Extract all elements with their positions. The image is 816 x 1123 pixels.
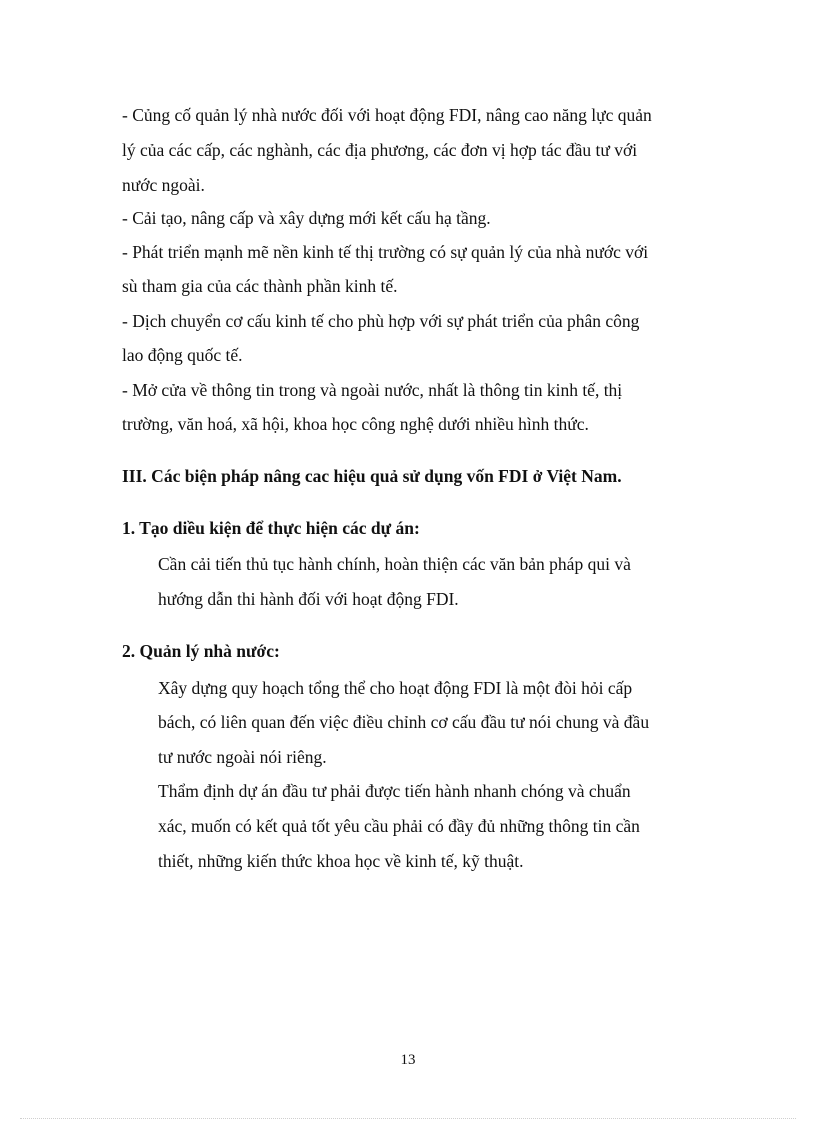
bullet-line: - Củng cố quản lý nhà nước đối với hoạt động FDI, nâng cao năng lực quản [122, 105, 652, 125]
bullet-line: nước ngoài. [122, 175, 205, 195]
bullet-line: sù tham gia của các thành phần kinh tế. [122, 276, 398, 296]
page-bottom-divider [20, 1118, 796, 1119]
subsection-1-line: hướng dẫn thi hành đối với hoạt động FDI. [158, 589, 459, 609]
bullet-line: - Phát triển mạnh mẽ nền kinh tế thị trường có sự quản lý của nhà nước với [122, 242, 649, 262]
bullet-line: - Dịch chuyển cơ cấu kinh tế cho phù hợp với sự phát triển của phân công [122, 311, 640, 331]
subsection-2-line: Xây dựng quy hoạch tổng thể cho hoạt động FDI là một đòi hỏi cấp [158, 678, 633, 698]
bullet-line: lao động quốc tế. [122, 345, 243, 365]
subsection-1-heading: 1. Tạo diều kiện để thực hiện các dự án: [122, 518, 420, 538]
subsection-2-line: bách, có liên quan đến việc điều chỉnh cơ cấu đầu tư nói chung và đầu [158, 712, 650, 732]
subsection-2-line: xác, muốn có kết quả tốt yêu cầu phải có đầy đủ những thông tin cần [158, 816, 640, 836]
subsection-2-heading: 2. Quản lý nhà nước: [122, 641, 280, 661]
bullet-line: lý của các cấp, các nghành, các địa phương, các đơn vị hợp tác đầu tư với [122, 140, 638, 160]
page-number: 13 [400, 1052, 416, 1068]
bullet-line: - Mở cửa về thông tin trong và ngoài nước, nhất là thông tin kinh tế, thị [122, 380, 623, 400]
bullet-line: - Cải tạo, nâng cấp và xây dựng mới kết cấu hạ tầng. [122, 208, 491, 228]
subsection-2-line: Thẩm định dự án đầu tư phải được tiến hành nhanh chóng và chuẩn [158, 781, 631, 801]
subsection-2-line: thiết, những kiến thức khoa học về kinh tế, kỹ thuật. [158, 851, 524, 871]
section-heading: III. Các biện pháp nâng cac hiệu quả sử dụng vốn FDI ở Việt Nam. [122, 466, 622, 486]
subsection-1-line: Cần cải tiến thủ tục hành chính, hoàn thiện các văn bản pháp qui và [158, 554, 631, 574]
bullet-line: trường, văn hoá, xã hội, khoa học công nghệ dưới nhiều hình thức. [122, 414, 589, 434]
subsection-2-line: tư nước ngoài nói riêng. [158, 747, 327, 767]
